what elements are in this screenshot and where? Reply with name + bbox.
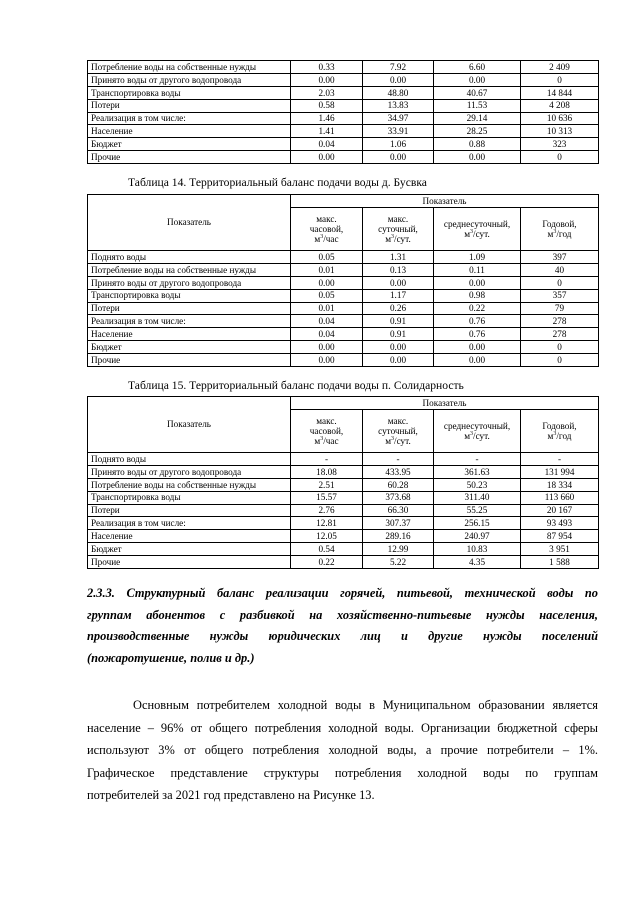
header-group: Показатель bbox=[291, 195, 599, 208]
row-value: 40.67 bbox=[434, 86, 521, 99]
row-value: 0.05 bbox=[291, 251, 363, 264]
table-13-body bbox=[88, 61, 599, 164]
table-row bbox=[88, 151, 599, 164]
row-label: Транспортировка воды bbox=[88, 491, 291, 504]
row-value: 0.04 bbox=[291, 138, 363, 151]
row-value: 1.06 bbox=[363, 138, 434, 151]
row-value: 311.40 bbox=[434, 491, 521, 504]
row-value: 0.05 bbox=[291, 289, 363, 302]
row-value: 0.91 bbox=[363, 315, 434, 328]
table-row bbox=[88, 276, 599, 289]
table-row bbox=[88, 530, 599, 543]
table-row bbox=[88, 73, 599, 86]
row-value: 93 493 bbox=[521, 517, 599, 530]
row-value: 323 bbox=[521, 138, 599, 151]
row-value: 278 bbox=[521, 328, 599, 341]
row-label: Прочие bbox=[88, 556, 291, 569]
row-label: Потребление воды на собственные нужды bbox=[88, 263, 291, 276]
row-label: Принято воды от другого водопровода bbox=[88, 465, 291, 478]
table-row bbox=[88, 112, 599, 125]
row-value: 0.00 bbox=[363, 341, 434, 354]
row-label: Потребление воды на собственные нужды bbox=[88, 61, 291, 74]
row-value: 0 bbox=[521, 276, 599, 289]
table-row bbox=[88, 251, 599, 264]
table-15-header bbox=[88, 397, 599, 453]
table-row bbox=[88, 99, 599, 112]
header-max-hourly: макс. часовой, $м^3$/час bbox=[291, 208, 363, 251]
header-group: Показатель bbox=[291, 397, 599, 410]
row-value: 1.46 bbox=[291, 112, 363, 125]
row-value: 0.04 bbox=[291, 328, 363, 341]
row-label: Принято воды от другого водопровода bbox=[88, 276, 291, 289]
table-row bbox=[88, 263, 599, 276]
table-row bbox=[88, 504, 599, 517]
row-label: Реализация в том числе: bbox=[88, 517, 291, 530]
row-value: 0.00 bbox=[291, 151, 363, 164]
table-row bbox=[88, 289, 599, 302]
row-value: 278 bbox=[521, 315, 599, 328]
row-value: 0.00 bbox=[434, 276, 521, 289]
row-value: 12.81 bbox=[291, 517, 363, 530]
row-value: 7.92 bbox=[363, 61, 434, 74]
row-value: 0.00 bbox=[363, 151, 434, 164]
row-value: 0.11 bbox=[434, 263, 521, 276]
row-value: 0.01 bbox=[291, 263, 363, 276]
row-value: 397 bbox=[521, 251, 599, 264]
row-value: 15.57 bbox=[291, 491, 363, 504]
row-value: 20 167 bbox=[521, 504, 599, 517]
row-value: 373.68 bbox=[363, 491, 434, 504]
heading-line: группам абонентов с разбивкой на хозяйственно-питьевые нужды населения, bbox=[87, 607, 598, 622]
table-14 bbox=[87, 194, 599, 367]
row-value: 12.99 bbox=[363, 543, 434, 556]
row-value: 0.88 bbox=[434, 138, 521, 151]
row-value: 0 bbox=[521, 354, 599, 367]
row-value: 0.00 bbox=[434, 151, 521, 164]
row-label: Бюджет bbox=[88, 138, 291, 151]
row-value: 256.15 bbox=[434, 517, 521, 530]
paragraph-line: Графическое представление структуры потребления холодной воды по группам bbox=[87, 765, 598, 780]
row-label: Потери bbox=[88, 302, 291, 315]
row-value: 113 660 bbox=[521, 491, 599, 504]
row-value: 1.31 bbox=[363, 251, 434, 264]
table-row bbox=[88, 478, 599, 491]
row-value: 240.97 bbox=[434, 530, 521, 543]
table-row bbox=[88, 86, 599, 99]
table-row bbox=[88, 61, 599, 74]
row-label: Потребление воды на собственные нужды bbox=[88, 478, 291, 491]
row-value: 48.80 bbox=[363, 86, 434, 99]
row-value: 361.63 bbox=[434, 465, 521, 478]
row-value: 4.35 bbox=[434, 556, 521, 569]
table-13-continued bbox=[87, 60, 599, 164]
row-value: 12.05 bbox=[291, 530, 363, 543]
row-value: 34.97 bbox=[363, 112, 434, 125]
table-14-body bbox=[88, 251, 599, 367]
row-value: 0.00 bbox=[291, 73, 363, 86]
row-value: 55.25 bbox=[434, 504, 521, 517]
row-value: 289.16 bbox=[363, 530, 434, 543]
row-value: 66.30 bbox=[363, 504, 434, 517]
row-label: Принято воды от другого водопровода bbox=[88, 73, 291, 86]
row-label: Потери bbox=[88, 99, 291, 112]
paragraph-line: Основным потребителем холодной воды в Муниципальном образовании является bbox=[133, 698, 598, 712]
row-label: Транспортировка воды bbox=[88, 86, 291, 99]
row-label: Население bbox=[88, 530, 291, 543]
table-row bbox=[88, 302, 599, 315]
heading-line: производственные нужды юридических лиц и другие нужды поселений bbox=[87, 629, 598, 643]
row-value: 50.23 bbox=[434, 478, 521, 491]
row-value: 0 bbox=[521, 73, 599, 86]
row-value: 0.00 bbox=[291, 341, 363, 354]
section-heading bbox=[87, 583, 598, 669]
table-15-caption: Таблица 15. Территориальный баланс подачи воды п. Солидарность bbox=[128, 379, 464, 392]
row-value: 0.22 bbox=[434, 302, 521, 315]
row-value: 33.91 bbox=[363, 125, 434, 138]
row-value: - bbox=[291, 453, 363, 466]
paragraph-line: используют 3% от общего потребления холодной воды, а прочие потребители – 1%. bbox=[87, 743, 598, 757]
table-row bbox=[88, 328, 599, 341]
heading-line: 2.3.3. Структурный баланс реализации горячей, питьевой, технической воды по bbox=[87, 586, 598, 600]
row-value: 0.58 bbox=[291, 99, 363, 112]
row-value: 433.95 bbox=[363, 465, 434, 478]
row-value: 2.76 bbox=[291, 504, 363, 517]
row-value: 13.83 bbox=[363, 99, 434, 112]
table-row bbox=[88, 138, 599, 151]
row-value: 87 954 bbox=[521, 530, 599, 543]
row-value: 0.76 bbox=[434, 315, 521, 328]
row-label: Прочие bbox=[88, 354, 291, 367]
header-annual: Годовой, $м^3$/год bbox=[521, 410, 599, 453]
row-value: 10.83 bbox=[434, 543, 521, 556]
row-label: Потери bbox=[88, 504, 291, 517]
table-row bbox=[88, 556, 599, 569]
row-value: 2 409 bbox=[521, 61, 599, 74]
row-value: 0.22 bbox=[291, 556, 363, 569]
table-row bbox=[88, 341, 599, 354]
row-value: 1.09 bbox=[434, 251, 521, 264]
row-value: 60.28 bbox=[363, 478, 434, 491]
row-value: 11.53 bbox=[434, 99, 521, 112]
table-row bbox=[88, 491, 599, 504]
paragraph-line: потребителей за 2021 год представлено на Рисунке 13. bbox=[87, 788, 375, 802]
row-label: Население bbox=[88, 328, 291, 341]
row-label: Реализация в том числе: bbox=[88, 315, 291, 328]
paragraph-line: население – 96% от общего потребления холодной воды. Организации бюджетной сферы bbox=[87, 720, 598, 735]
header-max-hourly: макс. часовой, $м^3$/час bbox=[291, 410, 363, 453]
table-row bbox=[88, 354, 599, 367]
table-14-caption: Таблица 14. Территориальный баланс подачи воды д. Бусвка bbox=[128, 176, 427, 189]
row-value: 0.26 bbox=[363, 302, 434, 315]
row-value: 2.03 bbox=[291, 86, 363, 99]
row-value: 40 bbox=[521, 263, 599, 276]
row-label: Бюджет bbox=[88, 341, 291, 354]
row-value: 1.41 bbox=[291, 125, 363, 138]
row-value: 1 588 bbox=[521, 556, 599, 569]
row-value: 0.00 bbox=[434, 73, 521, 86]
row-value: - bbox=[434, 453, 521, 466]
row-value: 5.22 bbox=[363, 556, 434, 569]
row-value: - bbox=[363, 453, 434, 466]
row-value: 10 636 bbox=[521, 112, 599, 125]
table-row bbox=[88, 453, 599, 466]
row-value: 28.25 bbox=[434, 125, 521, 138]
row-value: 357 bbox=[521, 289, 599, 302]
header-annual: Годовой, $м^3$/год bbox=[521, 208, 599, 251]
row-label: Транспортировка воды bbox=[88, 289, 291, 302]
row-label: Бюджет bbox=[88, 543, 291, 556]
row-value: 0.00 bbox=[434, 341, 521, 354]
row-value: 0.54 bbox=[291, 543, 363, 556]
row-value: 0.33 bbox=[291, 61, 363, 74]
row-value: 0.00 bbox=[434, 354, 521, 367]
header-avg-daily: среднесуточный, $м^3$/сут. bbox=[434, 410, 521, 453]
row-value: 1.17 bbox=[363, 289, 434, 302]
row-value: 0.04 bbox=[291, 315, 363, 328]
row-value: 131 994 bbox=[521, 465, 599, 478]
row-value: 0.13 bbox=[363, 263, 434, 276]
row-label: Прочие bbox=[88, 151, 291, 164]
table-row bbox=[88, 465, 599, 478]
row-value: 0 bbox=[521, 151, 599, 164]
row-value: 0 bbox=[521, 341, 599, 354]
header-avg-daily: среднесуточный, $м^3$/сут. bbox=[434, 208, 521, 251]
row-value: 0.76 bbox=[434, 328, 521, 341]
row-value: 2.51 bbox=[291, 478, 363, 491]
row-value: 0.01 bbox=[291, 302, 363, 315]
row-value: 18 334 bbox=[521, 478, 599, 491]
table-row bbox=[88, 543, 599, 556]
row-label: Реализация в том числе: bbox=[88, 112, 291, 125]
row-value: 14 844 bbox=[521, 86, 599, 99]
header-indicator: Показатель bbox=[88, 397, 291, 453]
row-value: 0.00 bbox=[291, 276, 363, 289]
table-15-body bbox=[88, 453, 599, 569]
header-max-daily: макс. суточный, $м^3$/сут. bbox=[363, 410, 434, 453]
row-value: 4 208 bbox=[521, 99, 599, 112]
row-value: 0.00 bbox=[291, 354, 363, 367]
row-value: 6.60 bbox=[434, 61, 521, 74]
table-14-header bbox=[88, 195, 599, 251]
row-label: Поднято воды bbox=[88, 251, 291, 264]
row-value: 18.08 bbox=[291, 465, 363, 478]
table-row bbox=[88, 517, 599, 530]
row-value: 307.37 bbox=[363, 517, 434, 530]
table-15 bbox=[87, 396, 599, 569]
heading-line: (пожаротушение, полив и др.) bbox=[87, 650, 255, 665]
table-row bbox=[88, 315, 599, 328]
table-row bbox=[88, 125, 599, 138]
row-value: - bbox=[521, 453, 599, 466]
header-max-daily: макс. суточный, $м^3$/сут. bbox=[363, 208, 434, 251]
header-indicator: Показатель bbox=[88, 195, 291, 251]
row-value: 0.91 bbox=[363, 328, 434, 341]
row-label: Население bbox=[88, 125, 291, 138]
row-label: Поднято воды bbox=[88, 453, 291, 466]
row-value: 79 bbox=[521, 302, 599, 315]
row-value: 0.00 bbox=[363, 354, 434, 367]
row-value: 0.00 bbox=[363, 276, 434, 289]
row-value: 0.00 bbox=[363, 73, 434, 86]
row-value: 0.98 bbox=[434, 289, 521, 302]
body-paragraph bbox=[87, 694, 598, 807]
row-value: 29.14 bbox=[434, 112, 521, 125]
row-value: 10 313 bbox=[521, 125, 599, 138]
row-value: 3 951 bbox=[521, 543, 599, 556]
